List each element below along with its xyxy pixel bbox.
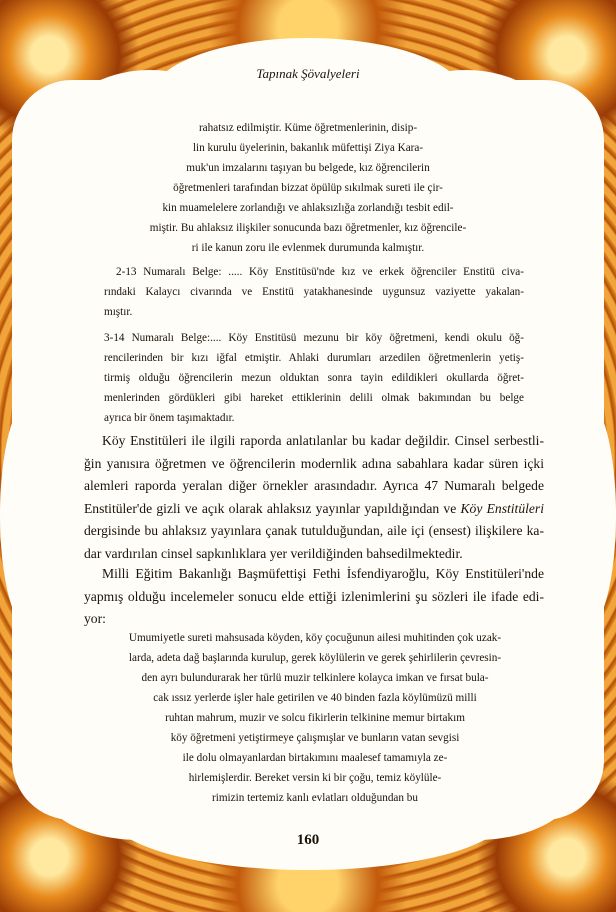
journal-title: Köy Enstitüleri bbox=[460, 500, 544, 516]
text-line: yor: bbox=[84, 611, 106, 626]
quote-block-1 bbox=[90, 118, 526, 258]
text-line: 3-14 Numaralı Belge:.... Köy Enstitüsü mezunu bir köy öğretmeni, kendi okulu öğ- bbox=[104, 332, 524, 344]
text-line: ri ile kanun zoru ile evlenmek durumunda kalmıştır. bbox=[191, 242, 425, 254]
text-line: dergisinde bu ahlaksız yayınlara çanak tutulduğundan, aile içi (ensest) ilişkilere ka- bbox=[84, 523, 544, 538]
quote-block-2 bbox=[100, 628, 530, 808]
text-line: alemleri raporda yeralan diğer örnekler arasındadır. Ayrıca 47 Numaralı belgede bbox=[84, 478, 544, 493]
text-segment: Enstitüler'de gizli ve açık olarak ahlaksız yayınlar yapıldığından ve bbox=[84, 500, 461, 516]
text-line: Umumiyetle sureti mahsusada köyden, köy çocuğunun ailesi muhitinden çok uzak- bbox=[128, 632, 502, 644]
text-line: yapmış olduğu incelemeler sonucu elde ettiği izlenimlerini şu sözleri ile ifade edi- bbox=[84, 588, 544, 604]
page-number: 160 bbox=[296, 832, 320, 848]
text-line: den ayrı bulundurarak her türlü muzir telkinlere kolayca imkan ve fırsat bula- bbox=[141, 672, 489, 684]
document-3-14 bbox=[104, 328, 524, 428]
text-line: rahatsız edilmiştir. Küme öğretmenlerinin, disip- bbox=[198, 122, 418, 134]
text-line: ruhtan mahrum, muzir ve solcu fikirlerin telkinine memur birtakım bbox=[165, 712, 465, 724]
text-line: rencilerinden bir kızı iğfal etmiştir. Ahlaki durumları arzedilen öğretmenlerin yetiş- bbox=[104, 352, 524, 364]
text-line: tirmiş olduğu öğrencilerin mezun olduktan sonra tayin edildikleri okullarda öğret- bbox=[104, 372, 524, 384]
text-line: hirlemişlerdir. Bereket versin ki bir çoğu, temiz köylüle- bbox=[188, 772, 442, 784]
text-line: Milli Eğitim Bakanlığı Başmüfettişi Fethi İsfendiyaroğlu, Köy Enstitüleri'nde bbox=[102, 566, 544, 581]
text-line: rındaki Kalaycı civarında ve Enstitü yatakhanesinde uygunsuz vaziyette yakalan- bbox=[104, 286, 524, 298]
text-line: 2-13 Numaralı Belge: ..... Köy Enstitüsü'nde kız ve erkek öğrenciler Enstitü civa- bbox=[116, 266, 524, 278]
text-line: ayrıca bir önem taşımaktadır. bbox=[104, 412, 235, 424]
text-line: öğretmenleri tarafından bizzat öpülüp sıkılmak sureti ile çir- bbox=[173, 182, 443, 194]
text-line: mıştır. bbox=[104, 306, 133, 318]
text-line: rimizin tertemiz kanlı evlatları olduğundan bu bbox=[212, 792, 418, 804]
text-line bbox=[84, 498, 544, 521]
paragraph-1 bbox=[84, 430, 544, 565]
text-line: cak ıssız yerlerde işler hale getirilen ve 40 binden fazla köylümüzü milli bbox=[153, 692, 477, 704]
text-line: kin muamelelere zorlandığı ve ahlaksızlığa zorlandığı tesbit edil- bbox=[162, 202, 454, 214]
text-line: ile dolu olmayanlardan birtakımını maalesef tamamıyla ze- bbox=[182, 752, 448, 764]
text-line: ğin yanısıra öğretmen ve öğrencilerin modernlik adına sabahlara kadar süren içki bbox=[84, 455, 544, 471]
text-line: köy öğretmeni yetiştirmeye çalışmışlar ve bunların vatan sevgisi bbox=[170, 732, 460, 744]
text-line: larda, adeta dağ başlarında kurulup, gerek köylülerin ve gerek şehirlilerin çevresin- bbox=[128, 652, 502, 664]
text-line: lin kurulu üyelerinin, bakanlık müfettişi Ziya Kara- bbox=[192, 142, 424, 154]
text-line: dar vardırılan cinsel sapkınlıklara yer verildiğinden bahsedilmektedir. bbox=[84, 545, 463, 561]
text-line: miştir. Bu ahlaksız ilişkiler sonucunda bazı öğretmenler, kız öğrencile- bbox=[149, 222, 467, 234]
paragraph-2 bbox=[84, 563, 544, 631]
text-line: menlerinden gördükleri gibi hareket ettiklerinin delili olmak bakımından bu belge bbox=[104, 392, 524, 404]
running-header: Tapınak Şövalyeleri bbox=[256, 66, 360, 81]
document-2-13 bbox=[104, 262, 524, 322]
text-line: muk'un imzalarını taşıyan bu belgede, kız öğrencilerin bbox=[186, 162, 430, 174]
text-line: Köy Enstitüleri ile ilgili raporda anlatılanlar bu kadar değildir. Cinsel serbestli- bbox=[102, 433, 544, 448]
